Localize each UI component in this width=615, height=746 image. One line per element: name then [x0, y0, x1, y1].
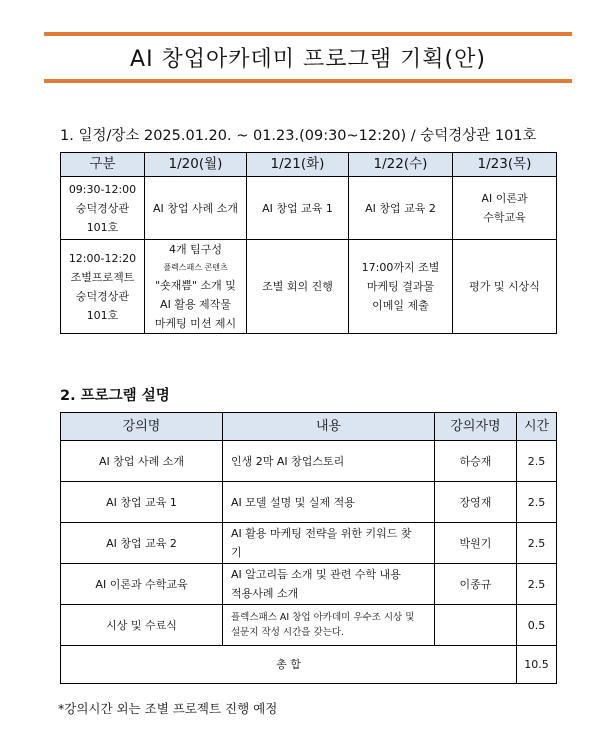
cell-line: 플렉스패스 콘텐츠	[163, 263, 228, 272]
course-hours: 2.5	[517, 482, 557, 523]
schedule-cell: 평가 및 시상식	[453, 240, 557, 334]
cell-line: AI 활용 제작물	[160, 298, 231, 311]
place-line: 숭덕경상관	[75, 289, 130, 303]
course-content	[223, 605, 435, 646]
schedule-header-cell: 1/23(목)	[453, 153, 557, 177]
time-line: 12:00-12:20	[68, 251, 137, 265]
content-line: 적용사례 소개	[231, 587, 299, 600]
cell-line: 수학교육	[483, 211, 526, 224]
program-header-cell: 강의명	[61, 413, 223, 441]
program-header-cell: 강의자명	[435, 413, 517, 441]
content-line: AI 활용 마케팅 전략을 위한 키워드 찾	[231, 527, 412, 540]
course-content: AI 모델 설명 및 실제 적용	[223, 482, 435, 523]
page-title: AI 창업아카데미 프로그램 기획(안)	[130, 46, 486, 72]
project-line: 조별프로젝트	[70, 270, 135, 284]
schedule-header-cell: 1/22(수)	[349, 153, 453, 177]
program-table	[60, 412, 557, 684]
schedule-cell: AI 창업 교육 1	[247, 177, 349, 240]
course-content	[223, 523, 435, 564]
course-name: AI 창업 교육 2	[61, 523, 223, 564]
schedule-cell	[349, 240, 453, 334]
cell-line: 마케팅 결과물	[366, 280, 435, 293]
schedule-cell: 조별 회의 진행	[247, 240, 349, 334]
cell-line: 마케팅 미션 제시	[154, 317, 237, 330]
content-line: AI 알고리듬 소개 및 관련 수학 내용	[231, 568, 401, 581]
course-hours: 2.5	[517, 523, 557, 564]
schedule-cell	[453, 177, 557, 240]
content-line: 기	[231, 546, 242, 559]
course-hours: 2.5	[517, 564, 557, 605]
schedule-table	[60, 152, 557, 334]
cell-line: "숏재쁨" 소개 및	[155, 279, 236, 292]
program-header-cell: 내용	[223, 413, 435, 441]
title-rule-bottom	[44, 79, 572, 83]
lecturer-name: 이종규	[435, 564, 517, 605]
program-header-cell: 시간	[517, 413, 557, 441]
schedule-header-cell: 1/20(월)	[145, 153, 247, 177]
schedule-time-cell	[61, 177, 145, 240]
lecturer-name	[435, 605, 517, 646]
schedule-cell: AI 창업 교육 2	[349, 177, 453, 240]
room-line: 101호	[86, 308, 119, 322]
cell-line: 이메일 제출	[372, 299, 429, 312]
lecturer-name: 장영재	[435, 482, 517, 523]
course-hours: 2.5	[517, 441, 557, 482]
program-header-row	[61, 413, 557, 441]
total-row	[61, 646, 557, 684]
content-line: 플렉스패스 AI 창업 아카데미 우수조 시상 및	[231, 612, 415, 623]
place-line: 숭덕경상관	[75, 201, 130, 215]
total-value: 10.5	[517, 646, 557, 684]
course-content: 인생 2막 AI 창업스토리	[223, 441, 435, 482]
content-line: 설문지 작성 시간을 갖는다.	[231, 627, 345, 638]
cell-line: 17:00까지 조별	[361, 261, 440, 274]
footnote: *강의시간 외는 조별 프로젝트 진행 예정	[58, 701, 278, 716]
section1-heading: 1. 일정/장소 2025.01.20. ~ 01.23.(09:30~12:20) / 숭덕경상관 101호	[60, 128, 537, 144]
schedule-time-cell	[61, 240, 145, 334]
schedule-header-cell: 구분	[61, 153, 145, 177]
section2-heading: 2. 프로그램 설명	[60, 388, 170, 404]
course-name: 시상 및 수료식	[61, 605, 223, 646]
room-line: 101호	[86, 220, 119, 234]
program-row	[61, 441, 557, 482]
lecturer-name: 하승재	[435, 441, 517, 482]
course-content	[223, 564, 435, 605]
schedule-row-project	[61, 240, 557, 334]
cell-line: 4개 팀구성	[169, 243, 222, 256]
course-name: AI 창업 사례 소개	[61, 441, 223, 482]
program-row	[61, 523, 557, 564]
cell-line: AI 이론과	[481, 192, 528, 205]
lecturer-name: 박원기	[435, 523, 517, 564]
schedule-cell: AI 창업 사례 소개	[145, 177, 247, 240]
time-line: 09:30-12:00	[68, 182, 137, 196]
course-name: AI 이론과 수학교육	[61, 564, 223, 605]
program-row	[61, 564, 557, 605]
program-row	[61, 482, 557, 523]
schedule-row-morning	[61, 177, 557, 240]
course-name: AI 창업 교육 1	[61, 482, 223, 523]
program-row	[61, 605, 557, 646]
schedule-header-row	[61, 153, 557, 177]
schedule-header-cell: 1/21(화)	[247, 153, 349, 177]
course-hours: 0.5	[517, 605, 557, 646]
schedule-cell	[145, 240, 247, 334]
total-label: 총 합	[61, 646, 517, 684]
